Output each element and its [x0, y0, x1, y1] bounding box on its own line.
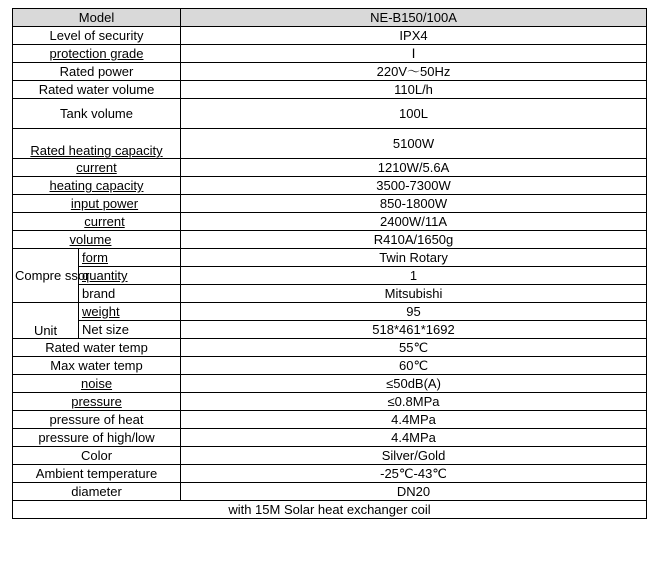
row-value: ≤50dB(A)	[181, 375, 647, 393]
row-label-text: input power	[70, 196, 139, 211]
row-value: 60℃	[181, 357, 647, 375]
spec-row-rated-water-temp	[13, 339, 647, 357]
row-value: 110L/h	[181, 81, 647, 99]
row-label: Rated water temp	[13, 339, 181, 357]
row-label: noise	[13, 375, 181, 393]
row-value: Ⅰ	[181, 45, 647, 63]
row-value: 5100W	[181, 129, 647, 159]
compressor-row-form	[13, 249, 647, 267]
spec-row-current-1	[13, 159, 647, 177]
spec-row-tank-volume	[13, 99, 647, 129]
spec-row-refrigerant-volume	[13, 231, 647, 249]
unit-item-label: weight	[79, 303, 181, 321]
row-label	[13, 195, 181, 213]
unit-item-value: 95	[181, 303, 647, 321]
spec-row-ambient-temperature	[13, 465, 647, 483]
compressor-row-brand	[13, 285, 647, 303]
footer-row	[13, 501, 647, 519]
compressor-row-quantity	[13, 267, 647, 285]
row-value: 55℃	[181, 339, 647, 357]
row-value: 1210W/5.6A	[181, 159, 647, 177]
row-label	[13, 231, 181, 249]
spec-row-current-2	[13, 213, 647, 231]
row-value: 2400W/11A	[181, 213, 647, 231]
unit-row-weight	[13, 303, 647, 321]
row-value: 3500-7300W	[181, 177, 647, 195]
row-value: R410A/1650g	[181, 231, 647, 249]
footer-note: with 15M Solar heat exchanger coil	[13, 501, 647, 519]
row-label: Rated heating capacity	[13, 129, 181, 159]
spec-row-pressure-heat	[13, 411, 647, 429]
spec-row-noise	[13, 375, 647, 393]
spec-row-max-water-temp	[13, 357, 647, 375]
row-label: Tank volume	[13, 99, 181, 129]
row-value: DN20	[181, 483, 647, 501]
spec-row-water-volume	[13, 81, 647, 99]
compressor-item-value: 1	[181, 267, 647, 285]
row-value: 100L	[181, 99, 647, 129]
row-label: protection grade	[13, 45, 181, 63]
row-value: ≤0.8MPa	[181, 393, 647, 411]
row-value: Silver/Gold	[181, 447, 647, 465]
compressor-item-label: brand	[79, 285, 181, 303]
compressor-item-label: form	[79, 249, 181, 267]
header-label: Model	[13, 9, 181, 27]
row-value: 4.4MPa	[181, 411, 647, 429]
spec-row-protection	[13, 45, 647, 63]
compressor-item-label: quantity	[79, 267, 181, 285]
header-row	[13, 9, 647, 27]
spec-row-security	[13, 27, 647, 45]
row-label: Color	[13, 447, 181, 465]
row-value: 850-1800W	[181, 195, 647, 213]
row-label: Rated water volume	[13, 81, 181, 99]
row-value: 4.4MPa	[181, 429, 647, 447]
spec-row-heating-capacity-rated	[13, 129, 647, 159]
spec-row-rated-power	[13, 63, 647, 81]
row-label-text: current	[84, 214, 125, 229]
row-label: Level of security	[13, 27, 181, 45]
row-label: Rated power	[13, 63, 181, 81]
row-label: Ambient temperature	[13, 465, 181, 483]
row-label: heating capacity	[13, 177, 181, 195]
header-value: NE-B150/100A	[181, 9, 647, 27]
row-label: current	[13, 159, 181, 177]
unit-item-label: Net size	[79, 321, 181, 339]
spec-row-pressure	[13, 393, 647, 411]
row-label-text: volume	[69, 232, 112, 247]
spec-table	[12, 8, 647, 519]
spec-row-pressure-high-low	[13, 429, 647, 447]
spec-row-color	[13, 447, 647, 465]
compressor-item-value: Twin Rotary	[181, 249, 647, 267]
row-value: IPX4	[181, 27, 647, 45]
row-label	[13, 213, 181, 231]
row-label: pressure of high/low	[13, 429, 181, 447]
row-value: -25℃-43℃	[181, 465, 647, 483]
unit-group-label: Unit	[13, 303, 79, 339]
spec-row-input-power	[13, 195, 647, 213]
compressor-group-label: Compre ssor	[13, 249, 79, 303]
row-label: pressure	[13, 393, 181, 411]
spec-row-diameter	[13, 483, 647, 501]
row-label: diameter	[13, 483, 181, 501]
spec-row-heating-capacity	[13, 177, 647, 195]
unit-item-value: 518*461*1692	[181, 321, 647, 339]
compressor-item-value: Mitsubishi	[181, 285, 647, 303]
row-label: Max water temp	[13, 357, 181, 375]
row-label: pressure of heat	[13, 411, 181, 429]
unit-row-net-size	[13, 321, 647, 339]
row-value: 220V～50Hz	[181, 63, 647, 81]
